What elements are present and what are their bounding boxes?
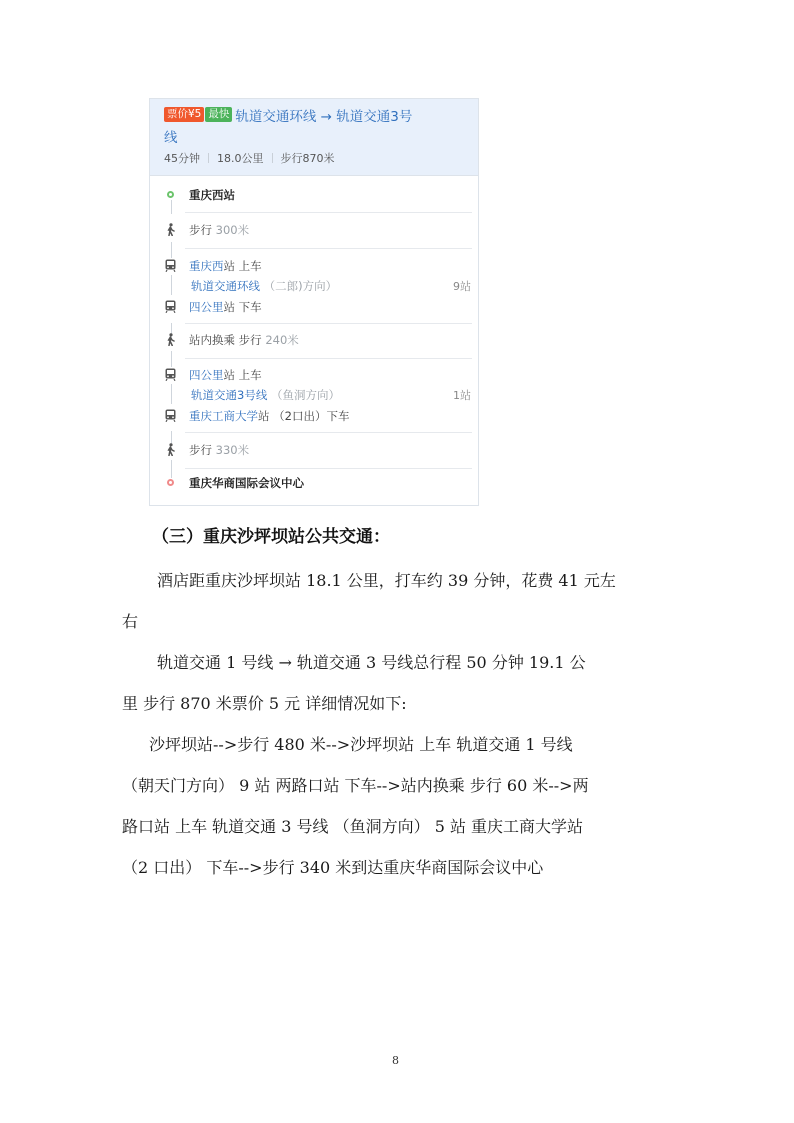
route-distance: 18.0公里 [217,152,264,165]
paragraph-line: 里 步行 870 米票价 5 元 详细情况如下: [122,694,407,713]
paragraph-line: 轨道交通 1 号线 → 轨道交通 3 号线总行程 50 分钟 19.1 公 [157,653,586,672]
board-action: 站 上车 [223,368,262,382]
step-divider [185,323,472,324]
end-point-icon [167,479,174,486]
alight-text [189,299,262,315]
alight-station[interactable]: 重庆工商大学 [189,409,258,423]
board-action: 站 上车 [223,259,262,273]
step-divider [185,212,472,213]
board-station[interactable]: 重庆西 [189,259,224,273]
route-header[interactable] [150,99,478,176]
paragraph-line: （2 口出） 下车-->步行 340 米到达重庆华商国际会议中心 [122,858,544,877]
step-divider [185,432,472,433]
step-divider [185,468,472,469]
metro-icon [164,368,177,381]
walk-icon [164,223,177,236]
paragraph-line: 酒店距重庆沙坪坝站 18.1 公里，打车约 39 分钟，花费 41 元左 [157,571,616,590]
stop-count: 9站 [453,280,471,293]
walk-text [189,222,249,238]
fastest-badge: 最快 [205,107,232,122]
board-text [189,367,262,383]
route-walk-distance: 步行870米 [280,152,335,165]
transfer-label: 站内换乘 步行 [189,333,262,347]
route-connector [171,460,172,478]
alight-station[interactable]: 四公里 [189,300,224,314]
alight-text [189,408,349,424]
route-title-continued[interactable]: 线 [164,130,178,146]
summary-divider [208,153,209,163]
metro-line-name[interactable]: 轨道交通环线 [191,279,260,293]
section-heading: （三）重庆沙坪坝站公共交通： [152,527,390,547]
walk-distance: 300米 [215,223,250,237]
stop-count: 1站 [453,389,471,402]
paragraph-line: （朝天门方向） 9 站 两路口站 下车-->站内换乘 步行 60 米-->两 [122,776,589,795]
line-text [191,278,337,294]
walk-label: 步行 [189,443,212,457]
metro-icon [164,409,177,422]
walk-icon [164,333,177,346]
route-card [149,98,479,506]
metro-icon [164,259,177,272]
metro-line-name[interactable]: 轨道交通3号线 [191,388,268,402]
price-badge: 票价¥5 [164,107,204,122]
line-direction: （鱼洞方向） [270,388,340,402]
route-summary [164,151,478,167]
start-point-icon [167,191,174,198]
step-divider [185,248,472,249]
step-divider [185,358,472,359]
line-direction: （二郎)方向） [263,279,338,293]
route-duration: 45分钟 [164,152,200,165]
walk-icon [164,443,177,456]
walk-distance: 330米 [215,443,250,457]
transfer-distance: 240米 [265,333,299,347]
route-connector [171,200,172,214]
paragraph-line: 路口站 上车 轨道交通 3 号线 （鱼洞方向） 5 站 重庆工商大学站 [122,817,584,836]
route-connector [171,275,172,295]
alight-action: 站 （2口出）下车 [258,409,350,423]
line-text [191,387,340,403]
transfer-text [189,332,299,348]
end-station: 重庆华商国际会议中心 [189,476,304,490]
paragraph-line: 沙坪坝站-->步行 480 米-->沙坪坝站 上车 轨道交通 1 号线 [149,735,573,754]
metro-icon [164,300,177,313]
route-title[interactable]: 轨道交通环线 → 轨道交通3号 [235,109,413,125]
walk-label: 步行 [189,223,212,237]
start-station: 重庆西站 [189,188,235,202]
route-connector [171,351,172,367]
route-connector [171,242,172,258]
walk-text [189,442,249,458]
summary-divider [272,153,273,163]
alight-action: 站 下车 [223,300,262,314]
route-connector [171,384,172,404]
board-station[interactable]: 四公里 [189,368,224,382]
paragraph-line: 右 [122,612,139,631]
board-text [189,258,262,274]
page-number: 8 [392,1054,399,1067]
